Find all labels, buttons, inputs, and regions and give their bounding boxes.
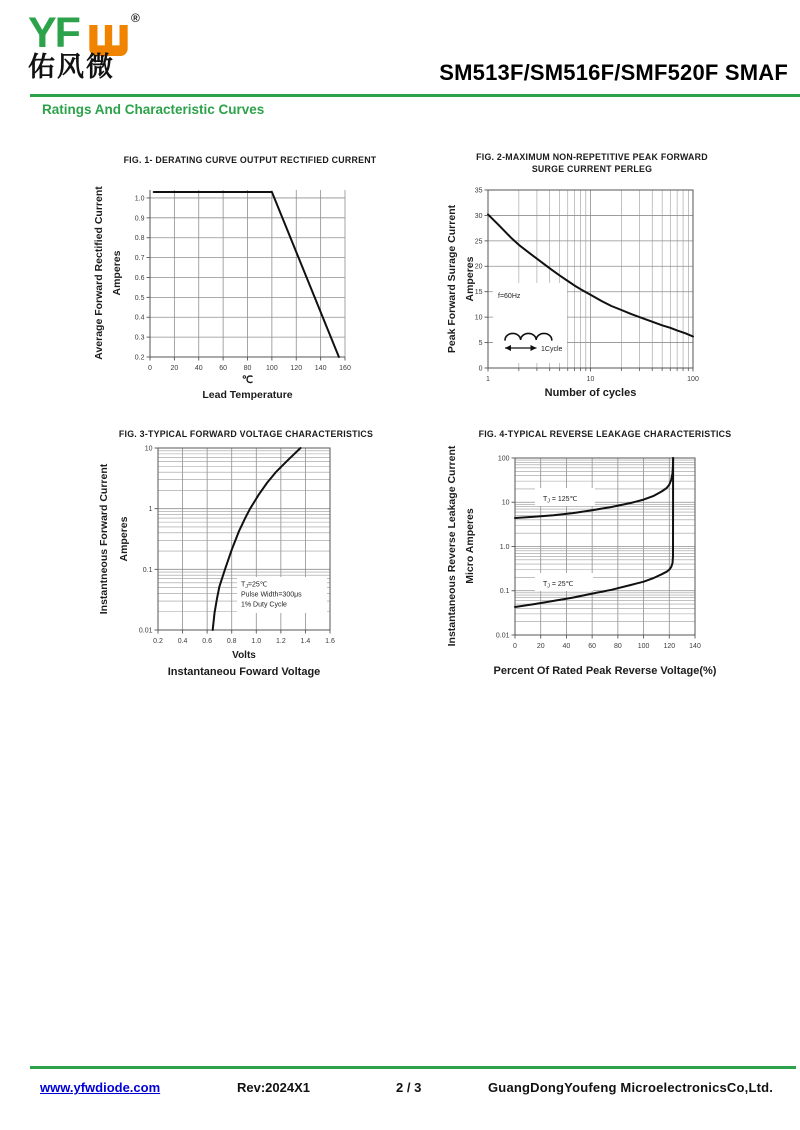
axis-tick-label: 20 [474, 263, 483, 271]
axis-tick-label: 0.8 [134, 235, 145, 243]
figure-3 [81, 425, 391, 702]
fig1-x-axis-unit: ℃ [241, 375, 254, 386]
condition-annotation: Pulse Width=300μs [241, 591, 302, 599]
fig4-y-axis-label: Instantaneous Reverse Leakage Current [446, 445, 458, 647]
website-link[interactable]: www.yfwdiode.com [40, 1080, 161, 1095]
fig1-x-axis-label: Lead Temperature [202, 389, 293, 401]
axis-tick-label: 140 [689, 643, 701, 650]
fig2-title-line2: SURGE CURRENT PERLEG [531, 164, 653, 174]
axis-tick-label: 0.8 [226, 638, 237, 645]
axis-tick-label: 100 [687, 376, 699, 383]
axis-tick-label: 0.1 [499, 588, 510, 596]
page-number: 2 / 3 [396, 1080, 422, 1095]
axis-tick-label: 0.6 [202, 638, 213, 645]
axis-tick-label: 0.2 [134, 354, 145, 362]
condition-annotation: $T_J=25℃$ [241, 581, 268, 591]
axis-tick-label: 0.1 [142, 566, 153, 574]
fig2-x-axis-label: Number of cycles [544, 387, 637, 399]
axis-tick-label: 10 [474, 314, 483, 322]
freq-annotation: f=60Hz [498, 293, 521, 300]
fig4-x-axis-label: Percent Of Rated Peak Reverse Voltage(%) [493, 665, 717, 677]
fig1-chart [80, 150, 390, 418]
figure-4 [440, 425, 770, 702]
series-label-125c: $T_J$ = 125℃ [543, 495, 578, 505]
fig1-curve-0 [154, 192, 339, 357]
fig3-chart [81, 425, 391, 697]
fig2-chart [425, 150, 770, 418]
fig3-x-axis-label: Instantaneou Foward Voltage [167, 666, 321, 678]
axis-tick-label: 0.01 [138, 627, 153, 635]
axis-tick-label: 0 [513, 643, 517, 650]
axis-tick-label: 10 [586, 376, 595, 383]
footer-rule [30, 1066, 796, 1069]
axis-tick-label: 1.0 [134, 195, 145, 203]
part-number-title: SM513F/SM516F/SMF520F SMAF [439, 60, 788, 85]
fig2-title-line1: FIG. 2-MAXIMUM NON-REPETITIVE PEAK FORWARD [476, 152, 708, 162]
fig4-grid [515, 458, 695, 635]
axis-tick-label: 40 [194, 365, 203, 372]
axis-tick-label: 1.6 [325, 638, 335, 645]
axis-tick-label: 160 [339, 365, 351, 372]
axis-tick-label: 100 [637, 643, 650, 650]
axis-tick-label: 30 [474, 212, 483, 220]
axis-tick-label: 1 [148, 506, 153, 514]
axis-tick-label: 140 [314, 365, 327, 372]
fig3-x-axis-unit: Volts [232, 650, 256, 661]
axis-tick-label: 0.01 [495, 632, 510, 640]
fig4-annotation-boxes [535, 488, 595, 591]
figure-1 [80, 150, 390, 423]
axis-tick-label: 1.0 [251, 638, 262, 645]
axis-tick-label: 100 [497, 455, 510, 463]
axis-tick-label: 80 [613, 643, 622, 650]
fig1-grid [150, 190, 345, 357]
axis-tick-label: 0.2 [153, 638, 163, 645]
axis-tick-label: 20 [170, 365, 179, 372]
cycle-annotation: 1Cycle [541, 345, 563, 353]
axis-tick-label: 0 [148, 365, 152, 372]
axis-tick-label: 10 [144, 445, 153, 453]
axis-tick-label: 25 [474, 238, 483, 246]
header-rule [30, 94, 800, 97]
axis-tick-label: 120 [663, 643, 676, 650]
axis-tick-label: 0.9 [134, 215, 145, 223]
axis-tick-label: 100 [266, 365, 278, 372]
axis-tick-label: 1.4 [300, 638, 311, 645]
axis-tick-label: 120 [290, 365, 303, 372]
axis-tick-label: 35 [474, 187, 483, 195]
fig1-y-axis-label: Average Forward Rectified Current [93, 186, 105, 360]
revision-text: Rev:2024X1 [237, 1080, 310, 1095]
fig4-y-axis-label-line2: Micro Amperes [464, 508, 476, 584]
axis-tick-label: 0.3 [134, 334, 145, 342]
axis-tick-label: 0.4 [134, 314, 145, 322]
fig3-axis-labels [98, 463, 320, 678]
axis-tick-label: 80 [243, 365, 252, 372]
axis-tick-label: 0.7 [134, 255, 145, 263]
axis-tick-label: 0.4 [177, 638, 188, 645]
axis-tick-label: 1 [486, 376, 490, 383]
axis-tick-label: 60 [588, 643, 597, 650]
axis-tick-label: 5 [478, 340, 483, 348]
fig3-y-axis-label: Instantneous Forward Current [98, 463, 110, 615]
fig1-y-axis-label-line2: Amperes [111, 250, 123, 296]
section-heading: Ratings And Characteristic Curves [42, 102, 265, 117]
axis-tick-label: 0.5 [134, 294, 145, 302]
figure-2 [425, 150, 770, 423]
logo-chinese-text: 佑风微 [28, 52, 115, 82]
registered-mark: ® [131, 11, 140, 25]
series-label-25c: $T_J$ = 25℃ [543, 580, 574, 590]
fig2-y-axis-label-line2: Amperes [464, 256, 476, 302]
axis-tick-label: 10 [501, 499, 510, 507]
fig4-title-line1: FIG. 4-TYPICAL REVERSE LEAKAGE CHARACTERISTICS [478, 429, 732, 439]
logo-yf-text: YF [28, 9, 79, 57]
fig4-chart [440, 425, 770, 697]
axis-tick-label: 0.6 [134, 274, 145, 282]
axis-tick-label: 15 [474, 289, 483, 297]
axis-tick-label: 40 [562, 643, 571, 650]
axis-tick-label: 1.0 [499, 543, 510, 551]
fig1-ticks [135, 195, 351, 372]
fig3-y-axis-label-line2: Amperes [118, 516, 130, 562]
axis-tick-label: 0 [478, 365, 483, 373]
axis-tick-label: 60 [219, 365, 228, 372]
axis-tick-label: 20 [536, 643, 545, 650]
condition-annotation: 1% Duty Cycle [241, 601, 287, 609]
fig3-title-line1: FIG. 3-TYPICAL FORWARD VOLTAGE CHARACTERISTICS [118, 429, 374, 439]
fig2-y-axis-label: Peak Forward Surage Current [446, 204, 458, 354]
axis-tick-label: 1.2 [275, 638, 286, 645]
fig4-axis-labels [446, 445, 717, 677]
company-name: GuangDongYoufeng MicroelectronicsCo,Ltd. [488, 1080, 774, 1095]
fig1-title-line1: FIG. 1- DERATING CURVE OUTPUT RECTIFIED CURRENT [123, 155, 377, 165]
